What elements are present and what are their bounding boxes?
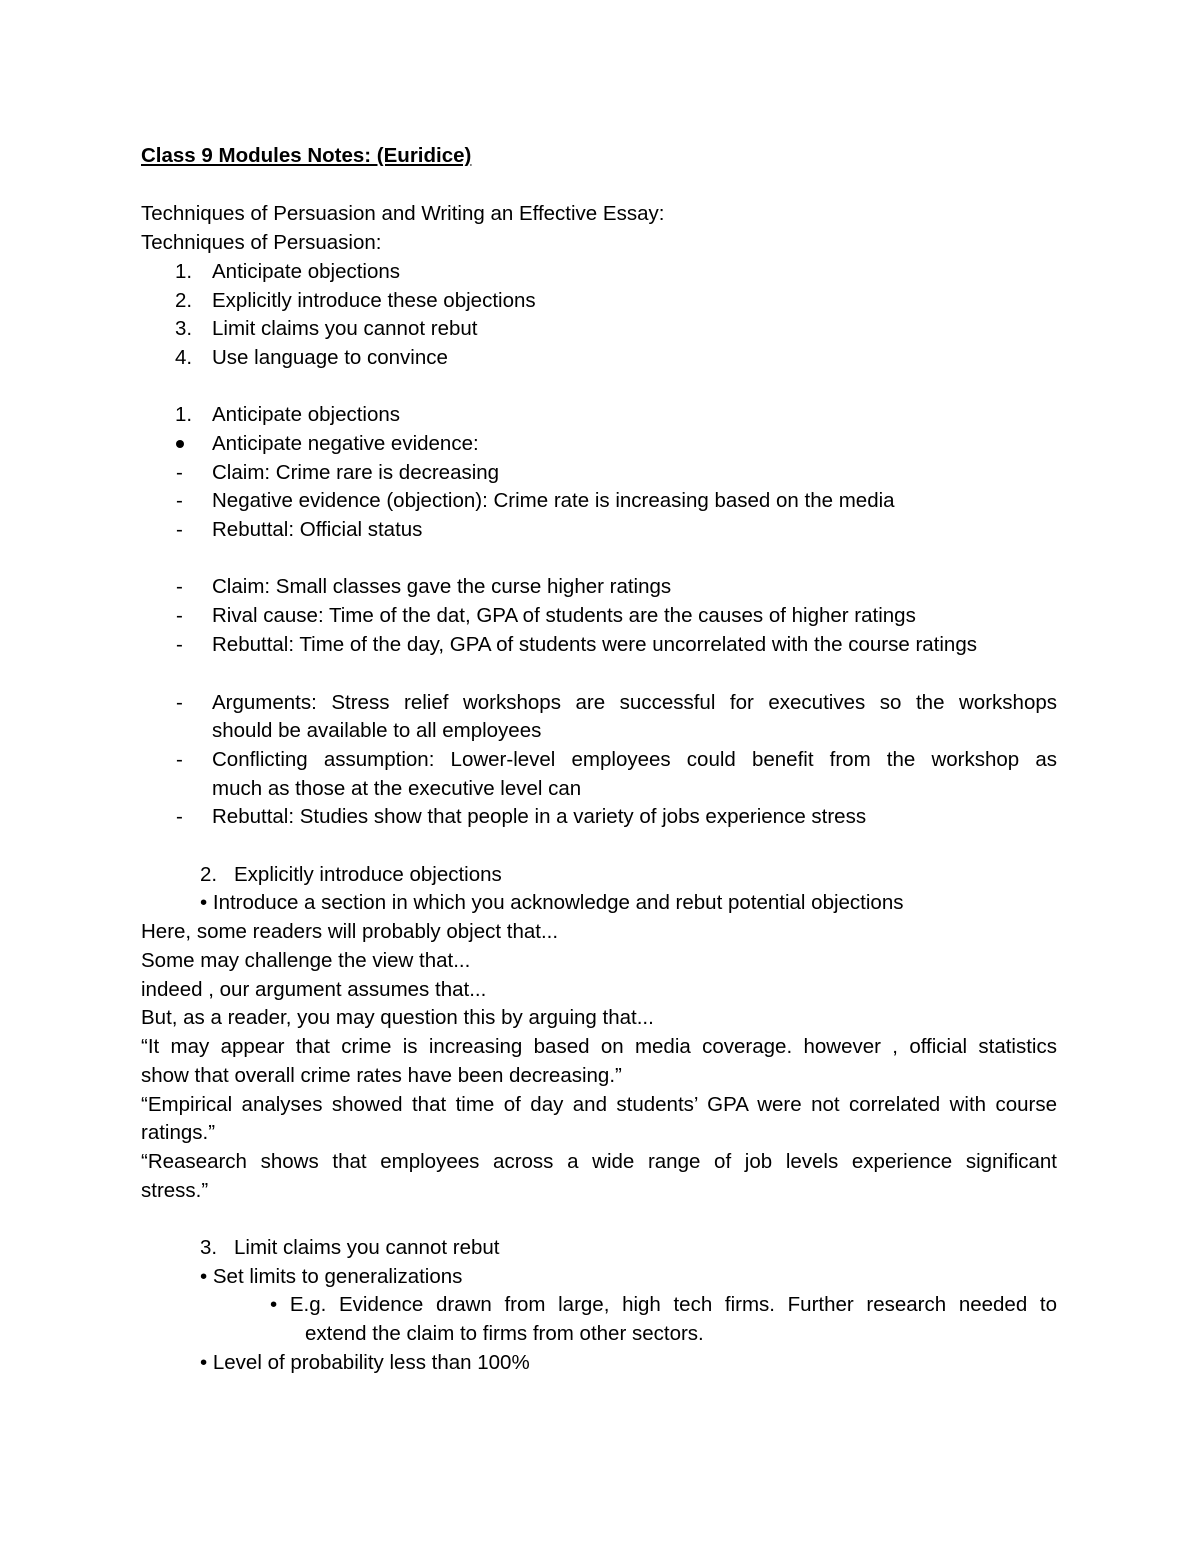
bullet-item: • Introduce a section in which you acknowledge and rebut potential objections (200, 891, 904, 914)
dash-marker: - (176, 748, 183, 771)
section-title: Limit claims you cannot rebut (234, 1236, 500, 1259)
bullet-icon (176, 440, 184, 448)
dash-item: Claim: Small classes gave the curse higher ratings (212, 575, 672, 598)
dash-item: Rebuttal: Studies show that people in a variety of jobs experience stress (212, 805, 867, 828)
dash-item: Rebuttal: Official status (212, 518, 423, 541)
dash-item: Claim: Crime rare is decreasing (212, 461, 500, 484)
phrase-line: indeed , our argument assumes that... (141, 978, 487, 1001)
dash-marker: - (176, 518, 183, 541)
section-number: 3. (200, 1236, 218, 1259)
list-number: 1. (175, 260, 193, 283)
dash-item: Arguments: Stress relief workshops are successful for executives so the workshops (212, 691, 1057, 714)
list-item: Use language to convince (212, 346, 448, 369)
dash-item: Rebuttal: Time of the day, GPA of students were uncorrelated with the course ratings (212, 633, 977, 656)
list-number: 2. (175, 289, 193, 312)
list-item: Explicitly introduce these objections (212, 289, 536, 312)
document-title: Class 9 Modules Notes: (Euridice) (141, 144, 472, 167)
dash-marker: - (176, 691, 183, 714)
dash-item-continued: should be available to all employees (212, 719, 542, 742)
dash-marker: - (176, 805, 183, 828)
bullet-item: Anticipate negative evidence: (212, 432, 479, 455)
dash-marker: - (176, 604, 183, 627)
bullet-item: • Set limits to generalizations (200, 1265, 463, 1288)
quote-line-continued: ratings.” (141, 1121, 216, 1144)
phrase-line: Some may challenge the view that... (141, 949, 471, 972)
list-item: Anticipate objections (212, 260, 401, 283)
sub-bullet-item: • E.g. Evidence drawn from large, high tech firms. Further research needed to (270, 1293, 1057, 1316)
heading-techniques-persuasion: Techniques of Persuasion: (141, 231, 382, 254)
section-title: Anticipate objections (212, 403, 401, 426)
phrase-line: But, as a reader, you may question this by arguing that... (141, 1006, 654, 1029)
quote-line-continued: stress.” (141, 1179, 209, 1202)
section-number: 2. (200, 863, 218, 886)
quote-line-continued: show that overall crime rates have been decreasing.” (141, 1064, 622, 1087)
phrase-line: Here, some readers will probably object that... (141, 920, 559, 943)
sub-bullet-continued: extend the claim to firms from other sectors. (305, 1322, 704, 1345)
dash-marker: - (176, 633, 183, 656)
bullet-item: • Level of probability less than 100% (200, 1351, 530, 1374)
dash-marker: - (176, 575, 183, 598)
dash-item: Negative evidence (objection): Crime rate is increasing based on the media (212, 489, 895, 512)
quote-line: “Reasearch shows that employees across a wide range of job levels experience significant (141, 1150, 1057, 1173)
dash-marker: - (176, 461, 183, 484)
quote-line: “Empirical analyses showed that time of day and students’ GPA were not correlated with course (141, 1093, 1057, 1116)
section-number: 1. (175, 403, 193, 426)
dash-item-continued: much as those at the executive level can (212, 777, 582, 800)
list-item: Limit claims you cannot rebut (212, 317, 478, 340)
quote-line: “It may appear that crime is increasing based on media coverage. however , official statistics (141, 1035, 1057, 1058)
list-number: 3. (175, 317, 193, 340)
dash-item: Conflicting assumption: Lower-level employees could benefit from the workshop as (212, 748, 1057, 771)
list-number: 4. (175, 346, 193, 369)
dash-item: Rival cause: Time of the dat, GPA of students are the causes of higher ratings (212, 604, 916, 627)
dash-marker: - (176, 489, 183, 512)
section-title: Explicitly introduce objections (234, 863, 502, 886)
heading-techniques-writing: Techniques of Persuasion and Writing an Effective Essay: (141, 202, 665, 225)
